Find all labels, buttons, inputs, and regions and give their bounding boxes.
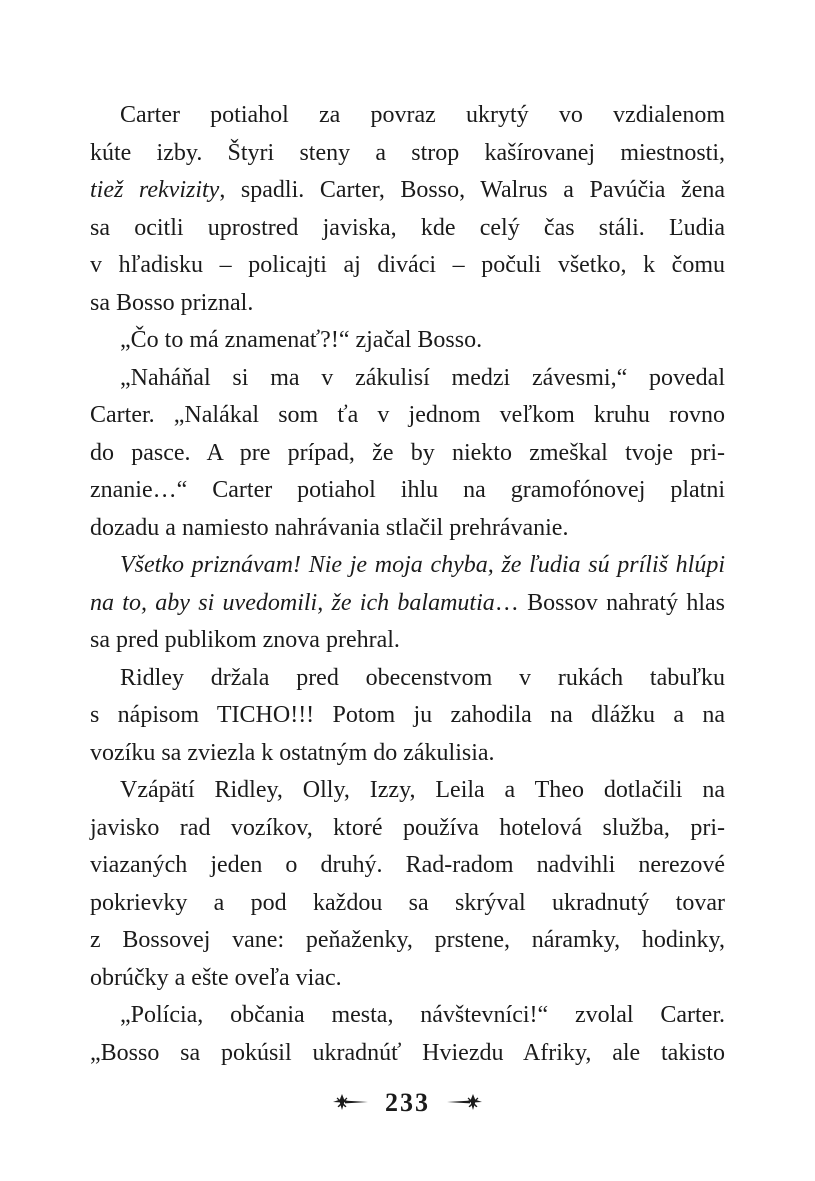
text-line	[90, 922, 725, 960]
text-segment: „Naháňal si ma v zákulisí medzi závesmi,“ povedal	[120, 364, 725, 391]
text-segment: Carter potiahol za povraz ukrytý vo vzdialenom	[120, 102, 725, 128]
text-line	[90, 172, 725, 210]
star-ornament-left-icon	[333, 1094, 369, 1112]
text-segment: , spadli. Carter, Bosso, Walrus a Pavúčia žena	[219, 177, 725, 203]
text-segment: … Bossov nahratý hlas	[494, 589, 725, 616]
text-line	[90, 585, 725, 623]
italic-text-segment: Všetko priznávam! Nie je moja chyba, že ľudia sú príliš hlúpi	[120, 552, 725, 578]
italic-text-segment: tiež rekvizity	[90, 177, 220, 203]
text-segment: „Čo to má znamenať?!“ zjačal Bosso.	[120, 327, 483, 353]
text-line	[90, 810, 725, 848]
text-line	[90, 547, 725, 585]
text-line	[90, 660, 725, 698]
text-segment: z Bossovej vane: peňaženky, prstene, náramky, hodinky,	[90, 927, 725, 953]
text-segment: „Bosso sa pokúsil ukradnúť Hviezdu Afriky, ale takisto	[90, 1039, 725, 1066]
text-segment: s nápisom TICHO!!! Potom ju zahodila na dlážku a na	[90, 702, 725, 728]
text-line	[90, 397, 725, 435]
text-line	[90, 360, 725, 398]
text-segment: sa ocitli uprostred javiska, kde celý čas stáli. Ľudia	[90, 214, 725, 241]
text-segment: sa pred publikom znova prehral.	[90, 627, 400, 653]
text-line	[90, 735, 725, 773]
star-ornament-right-icon	[446, 1094, 482, 1112]
text-line	[90, 510, 725, 548]
page-number: 233	[385, 1088, 430, 1117]
text-segment: Carter. „Nalákal som ťa v jednom veľkom kruhu rovno	[90, 402, 725, 428]
text-segment: javisko rad vozíkov, ktoré používa hotelová služba, pri-	[90, 814, 725, 841]
text-line	[90, 435, 725, 473]
text-segment: Vzápätí Ridley, Olly, Izzy, Leila a Theo dotlačili na	[120, 777, 725, 803]
text-segment: do pasce. A pre prípad, že by niekto zmeškal tvoje pri-	[90, 439, 725, 466]
text-line	[90, 697, 725, 735]
text-line	[90, 247, 725, 285]
text-line	[90, 285, 725, 323]
text-line	[90, 622, 725, 660]
text-line	[90, 472, 725, 510]
text-segment: vozíku sa zviezla k ostatným do zákulisia.	[90, 739, 495, 766]
text-segment: obrúčky a ešte oveľa viac.	[90, 964, 342, 991]
text-segment: viazaných jeden o druhý. Rad-radom nadvihli nerezové	[90, 852, 725, 878]
text-line	[90, 135, 725, 173]
text-line	[90, 997, 725, 1035]
text-line	[90, 210, 725, 248]
text-segment: „Polícia, občania mesta, návštevníci!“ zvolal Carter.	[120, 1002, 725, 1028]
text-segment: v hľadisku – policajti aj diváci – počuli všetko, k čomu	[90, 252, 725, 278]
text-segment: kúte izby. Štyri steny a strop kašírovanej miestnosti,	[90, 139, 725, 166]
text-line	[90, 847, 725, 885]
text-segment: dozadu a namiesto nahrávania stlačil prehrávanie.	[90, 514, 569, 541]
text-line	[90, 772, 725, 810]
text-segment: Ridley držala pred obecenstvom v rukách tabuľku	[120, 664, 725, 691]
text-line	[90, 322, 725, 360]
text-line	[90, 885, 725, 923]
text-segment: znanie…“ Carter potiahol ihlu na gramofónovej platni	[90, 477, 725, 503]
text-line	[90, 1035, 725, 1073]
italic-text-segment: na to, aby si uvedomili, že ich balamutia	[90, 589, 495, 616]
page-footer	[90, 1088, 725, 1118]
text-line	[90, 960, 725, 998]
text-line	[90, 97, 725, 135]
text-segment: sa Bosso priznal.	[90, 289, 254, 316]
text-segment: pokrievky a pod každou sa skrýval ukradnutý tovar	[90, 889, 725, 916]
text-block	[90, 97, 725, 1072]
